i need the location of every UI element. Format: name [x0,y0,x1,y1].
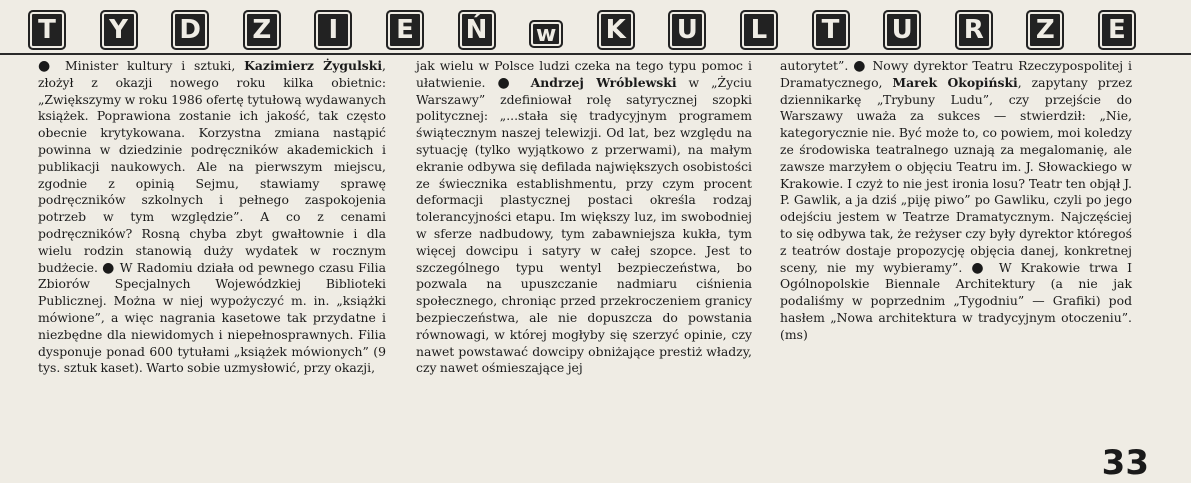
masthead-letter: Ń [458,10,496,50]
article-body [0,58,1191,451]
bullet-icon: ● [853,58,873,74]
masthead-letter: T [28,10,66,50]
bullet-icon: ● [102,259,120,276]
masthead-letter: D [171,10,209,50]
column-text [780,58,1132,344]
masthead-letter: Y [100,10,138,50]
bullet-icon: ● [38,58,65,74]
masthead-letter: K [597,10,635,50]
text-segment: , zapytany przez dziennikarkę „Trybuny Ludu”, czy przejście do Warszawy uważa za sukces — stwierdził: „Nie, kategorycznie nie. Być może to, co powiem, moi koledzy ze środowiska teatralnego uznają za megalomanię, ale zawsze marzyłem o objęciu Teatru im. J. Słowackiego w Krakowie. I czyż to nie jest ironia losu? Teatr ten objął J. P. Gawlik, a ja dziś „piję piwo” po Gawliku, czyli po jego odejściu jestem w Teatrze Dramatycznym. Najczęściej to się odbywa tak, że reżyser czy były dyrektor któregoś z teatrów dostaje propozycję objęcia danej, konkretnej sceny, nie my wybieramy”. [780,74,1132,275]
column-3 [780,58,1132,344]
header-rule [0,53,1191,55]
masthead-letter: E [386,10,424,50]
text-segment: W Radomiu działa od pewnego czasu Filia Zbiorów Specjalnych Wojewódzkiej Biblioteki Publicznej. Można w niej wypożyczyć m. in. „książki mówione”, a więc nagrania kasetowe tak przydatne i niezbędne dla niewidomych i niepełnosprawnych. Filia dysponuje ponad 600 tytułami „książek mówionych” (9 tys. sztuk kaset). Warto sobie uzmysłowić, przy okazji, [38,259,386,376]
text-segment: W Krakowie trwa I Ogólnopolskie Biennale Architektury (a nie jak podaliśmy w poprzednim „Tygodniu” — Grafiki) pod hasłem „Nowa architektura w tradycyjnym otoczeniu”. (ms) [780,259,1133,342]
bullet-icon: ● [971,259,999,276]
bullet-icon: ● [497,74,531,91]
column-text [38,58,386,377]
masthead-letter: R [955,10,993,50]
text-segment: Minister kultury i sztuki, [64,58,245,73]
masthead [28,6,1136,50]
masthead-letter: U [883,10,921,50]
masthead-letter: Z [1026,10,1064,50]
text-segment: Nowy dyrektor Teatru Rzeczypospolitej i Dramatycznego, [780,58,1133,90]
text-segment: autorytet”. [780,58,854,73]
person-name: Kazimierz Żygulski [244,58,383,73]
masthead-letter: T [812,10,850,50]
masthead-letter: U [668,10,706,50]
person-name: Andrzej Wróblewski [530,74,677,90]
masthead-letter: Z [243,10,281,50]
masthead-letter: L [740,10,778,50]
masthead-letter: I [314,10,352,50]
text-segment: , złożył z okazji nowego roku kilka obietnic: „Zwiększymy w roku 1986 ofertę tytułową wydawanych książek. Poprawiona zostanie ich jakość, tak często obecnie krytykowana. Korzystna zmiana nastąpić powinna w dziedzinie podręczników akademickich i publikacji naukowych. Ale na pierwszym miejscu, zgodnie z opinią Sejmu, stawiamy sprawę podręczników szkolnych i pełnego zaspokojenia potrzeb w tym względzie”. A co z cenami podręczników? Rosną chyba zbyt gwałtownie i dla wielu rodzin stanowią duży wydatek w rocznym budżecie. [38,58,386,275]
column-2 [416,58,752,377]
masthead-letter: w [529,20,563,48]
text-segment: jak wielu w Polsce ludzi czeka na tego typu pomoc i ułatwienie. [416,58,752,90]
column-1 [38,58,386,377]
page-number: 33 [1101,443,1149,483]
text-segment: w „Życiu Warszawy” zdefiniował rolę satyrycznej szopki politycznej: „...stała się tradycyjnym programem świątecznym naszej telewizji. Od lat, bez względu na sytuację (tylko wyjątkowo z przerwami), na małym ekranie odbywa się defilada największych osobistości ze świecznika establishmentu, przy czym procent deformacji plastycznej postaci określa rodzaj tolerancyjności etapu. Im większy luz, im swobodniej w sferze nadbudowy, tym zabawniejsza kukła, tym więcej dowcipu i satyry w całej szopce. Jest to szczególnego typu wentyl bezpieczeństwa, bo pozwala na upuszczanie nadmiaru ciśnienia społecznego, chroniąc przed przekroczeniem granicy bezpieczeństwa, ale nie dopuszcza do powstania równowagi, w której mogłyby się szerzyć opinie, czy nawet powstawać dowcipy obniżające prestiż władzy, czy nawet ośmieszające jej [416,74,752,376]
column-text [416,58,752,377]
masthead-letter: E [1098,10,1136,50]
person-name: Marek Okopiński [892,74,1018,90]
